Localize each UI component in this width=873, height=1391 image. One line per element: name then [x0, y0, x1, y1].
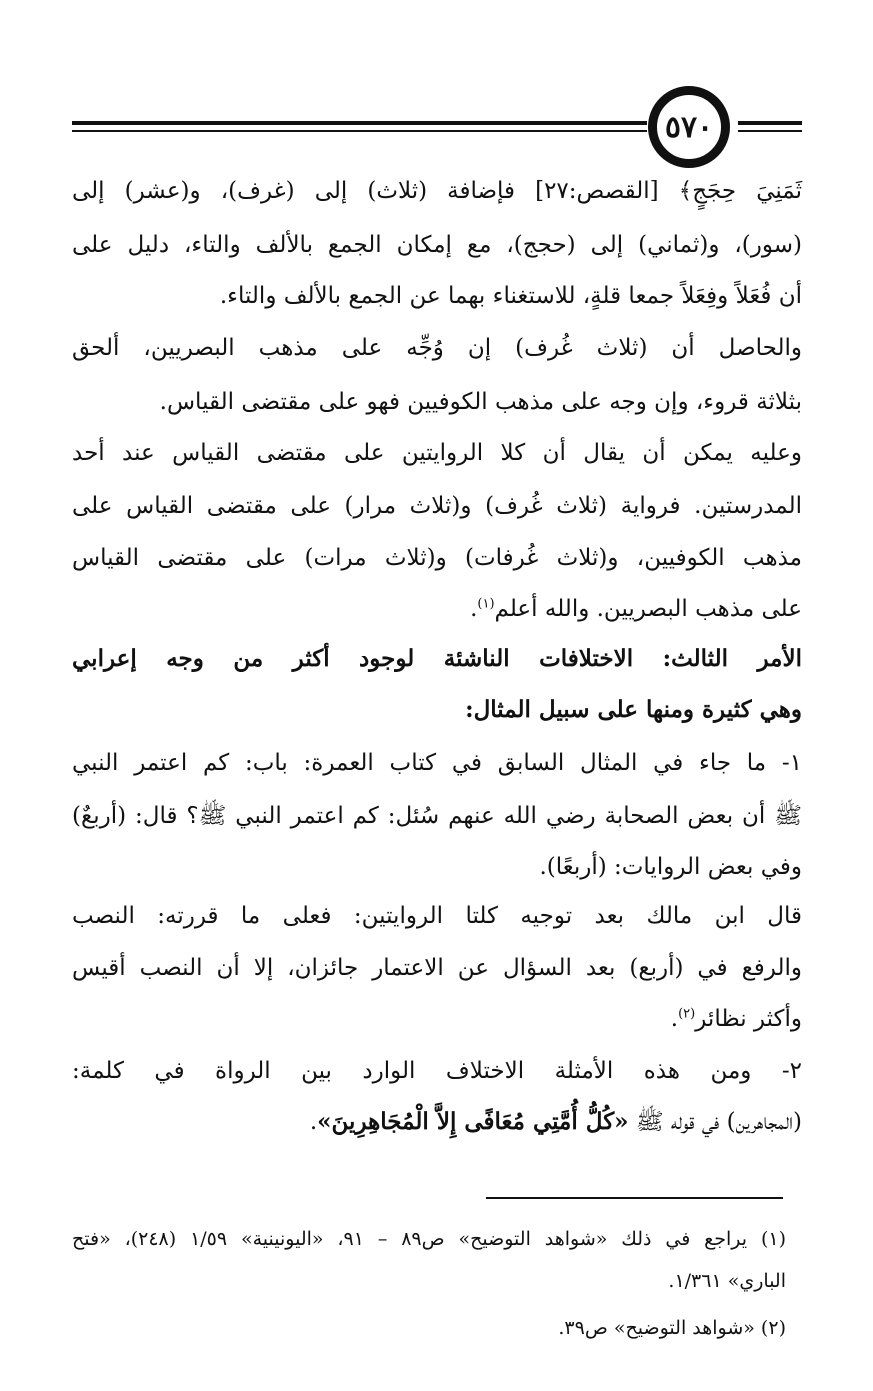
text-line: بثلاثة قروء، وإن وجه على مذهب الكوفيين فهو على مقتضى القياس. — [159, 389, 802, 415]
footnote-line: الباري» ١/٣٦١. — [668, 1270, 786, 1292]
header-rule-right-thick — [738, 121, 802, 125]
text-line: ﷺ أن بعض الصحابة رضي الله عنهم سُئل: كم اعتمر النبي ﷺ؟ قال: (أربعٌ) — [72, 803, 802, 829]
section-heading-cont: وهي كثيرة ومنها على سبيل المثال: — [465, 696, 802, 723]
text-line: (المجاهرين) في قوله ﷺ «كُلُّ أُمَّتِي مُعَافًى إِلاَّ الْمُجَاهِرِينَ». — [309, 1108, 802, 1135]
section-heading: الأمر الثالث: الاختلافات الناشئة لوجود أكثر من وجه إعرابي — [72, 645, 802, 672]
header-rule-left-thick — [72, 121, 647, 125]
footnote-ref: (١) — [477, 596, 495, 612]
page-number: ٥٧٠ — [648, 86, 730, 168]
text-line: المدرستين. فرواية (ثلاث غُرف) و(ثلاث مرار) على مقتضى القياس على — [72, 493, 802, 519]
text-line: ١- ما جاء في المثال السابق في كتاب العمرة: باب: كم اعتمر النبي — [72, 750, 802, 776]
footnote-line: (٢) «شواهد التوضيح» ص٣٩. — [558, 1317, 786, 1339]
text-line: قال ابن مالك بعد توجيه كلتا الروايتين: فعلى ما قررته: النصب — [72, 903, 802, 929]
text-line: والحاصل أن (ثلاث غُرف) إن وُجِّه على مذهب البصريين، ألحق — [72, 335, 802, 361]
text-line: وفي بعض الروايات: (أربعًا). — [539, 854, 802, 880]
text-line: وأكثر نظائر$^{(٢)}$. — [670, 1006, 802, 1032]
footnote-ref: (٢) — [678, 1006, 696, 1022]
text-line: وعليه يمكن أن يقال أن كلا الروايتين على مقتضى القياس عند أحد — [72, 440, 802, 466]
text-segment: وأكثر نظائر — [695, 1006, 802, 1032]
text-line: ٢- ومن هذه الأمثلة الاختلاف الوارد بين الرواة في كلمة: — [72, 1058, 802, 1084]
text-line: مذهب الكوفيين، و(ثلاث غُرفات) و(ثلاث مرات) على مقتضى القياس — [72, 545, 802, 571]
text-line: (سور)، و(ثماني) إلى (حجج)، مع إمكان الجمع بالألف والتاء، دليل على — [72, 232, 802, 258]
text-line: على مذهب البصريين. والله أعلم$^{(١)}$. — [470, 596, 802, 622]
footnote-separator — [486, 1197, 783, 1199]
header-rule-right-thin — [738, 130, 802, 132]
text-line: أن فُعَلاً وفِعَلاً جمعا قلةٍ، للاستغناء بهما عن الجمع بالألف والتاء. — [219, 283, 802, 309]
footnote-line: (١) يراجع في ذلك «شواهد التوضيح» ص٨٩ – ٩١، «اليونينية» ١/٥٩ (٢٤٨)، «فتح — [72, 1228, 787, 1250]
header-rule-left-thin — [72, 130, 647, 132]
hadith-quote: «كُلُّ أُمَّتِي مُعَافًى إِلاَّ الْمُجَاهِرِينَ» — [317, 1108, 629, 1135]
text-line: ثَمَنِيَ حِجَجٍ﴾ [القصص:٢٧] فإضافة (ثلاث) إلى (غرف)، و(عشر) إلى — [72, 178, 803, 204]
text-line: والرفع في (أربع) بعد السؤال عن الاعتمار جائزان، إلا أن النصب أقيس — [72, 955, 802, 981]
text-segment: على مذهب البصريين. والله أعلم — [494, 596, 802, 622]
text-segment: (المجاهرين) في قوله ﷺ — [635, 1109, 802, 1135]
